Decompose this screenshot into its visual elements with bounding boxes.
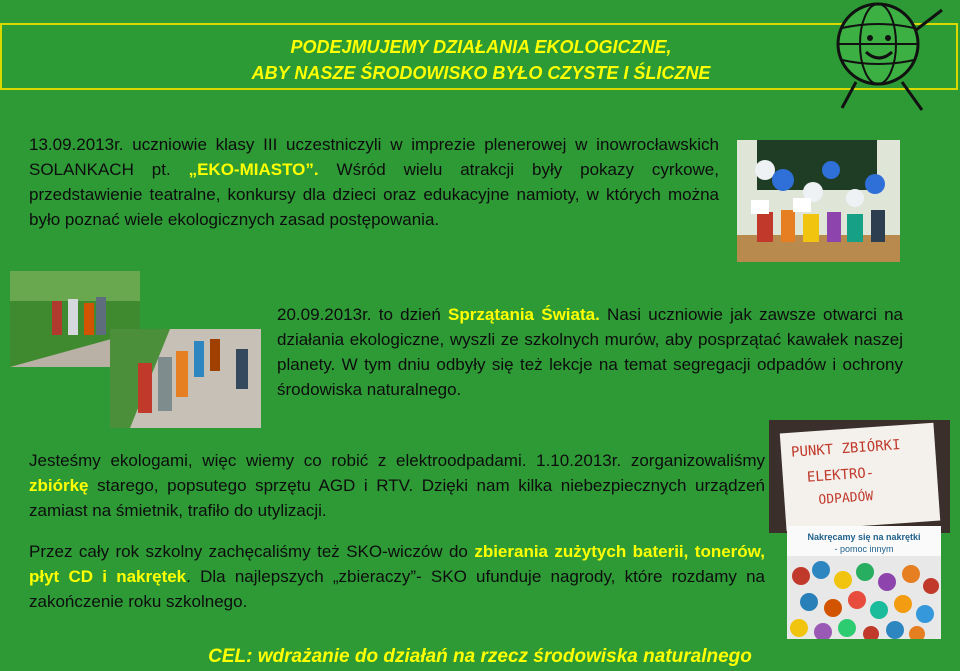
- photo-classroom-balloons: [737, 140, 900, 262]
- caps-sign-line: Nakręcamy się na nakrętki: [807, 532, 921, 542]
- banner-line-2: ABY NASZE ŚRODOWISKO BYŁO CZYSTE I ŚLICZNE: [251, 63, 711, 83]
- goal-statement: CEL: wdrażanie do działań na rzecz środowiska naturalnego: [208, 646, 752, 667]
- paragraph-text: Jesteśmy ekologami, więc wiemy co robić z elektroodpadami. 1.10.2013r. zorganizowaliśmy: [29, 451, 765, 470]
- caps-sign-line: - pomoc innym: [834, 544, 894, 554]
- sign-line: PUNKT ZBIÓRKI: [790, 437, 902, 461]
- zbieranie-highlight: zbierania zużytych baterii, tonerów, płyt CD i nakrętek: [29, 542, 765, 586]
- paragraph-sprzatanie-swiata: [277, 302, 903, 402]
- sign-line: ODPADÓW: [818, 489, 874, 508]
- photo-cleanup-sidewalk: [110, 329, 261, 428]
- paragraph-elektroodpady: [29, 448, 765, 523]
- sign-board: [780, 423, 940, 532]
- paragraph-text: Nasi uczniowie jak zawsze otwarci na działania ekologiczne, wyszli ze szkolnych murów, aby posprzątać kawałek naszej planety. W tym dniu odbyły się też lekcje na temat segregacji odpadów i ochrony środowiska naturalnego.: [277, 305, 903, 399]
- paragraph-text: . Dla najlepszych „zbieraczy”- SKO ufunduje nagrody, które rozdamy na zakończenie roku szkolnego.: [29, 567, 765, 611]
- sign-line: ELEKTRO-: [806, 465, 875, 486]
- paragraph-eko-miasto: [29, 132, 719, 232]
- paragraph-text: Wśród wielu atrakcji były pokazy cyrkowe, przedstawienie teatralne, konkursy dla dzieci oraz edukacyjne namioty, w których można było poznać wiele ekologicznych zasad postępowania.: [29, 160, 719, 229]
- paragraph-text: starego, popsutego sprzętu AGD i RTV. Dzięki nam kilka niebezpiecznych urządzeń zamiast na śmietnik, trafiło do utylizacji.: [29, 476, 765, 520]
- paragraph-zbieranie: [29, 539, 765, 614]
- event-name-highlight: „EKO-MIASTO”.: [188, 160, 319, 179]
- photo-bottle-caps: [787, 526, 941, 639]
- globe-logo-icon: [812, 0, 960, 118]
- event-name-highlight: Sprzątania Świata.: [448, 305, 600, 324]
- zbiorka-highlight: zbiórkę: [29, 476, 89, 495]
- paragraph-text: 13.09.2013r. uczniowie klasy III uczestniczyli w imprezie plenerowej w inowrocławskich SOLANKACH pt.: [29, 135, 719, 179]
- photo-electro-waste-sign: [769, 420, 950, 533]
- paragraph-text: Przez cały rok szkolny zachęcaliśmy też SKO-wiczów do: [29, 542, 475, 561]
- paragraph-date: 20.09.2013r. to dzień: [277, 305, 449, 324]
- banner-line-1: PODEJMUJEMY DZIAŁANIA EKOLOGICZNE,: [290, 37, 672, 57]
